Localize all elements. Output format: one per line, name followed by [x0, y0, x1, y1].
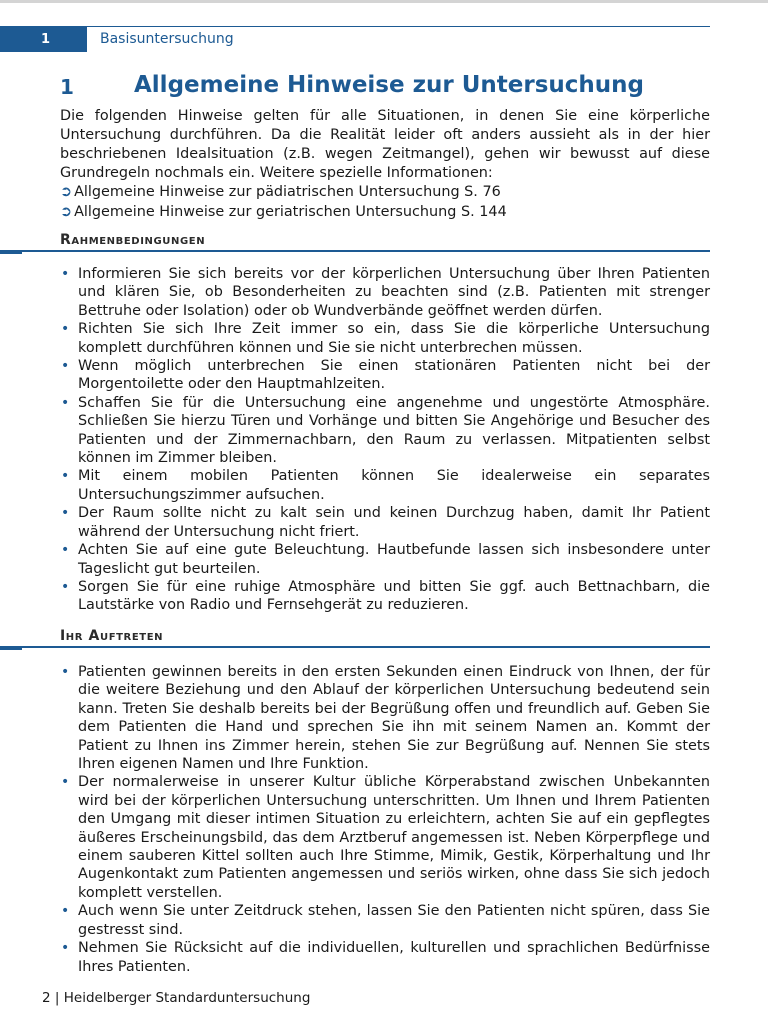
list-item — [60, 541, 710, 578]
list-item-text: Richten Sie sich Ihre Zeit immer so ein, dass Sie die körperliche Untersuchung komplett durchführen können und Sie sie nicht unterbrechen müssen. — [78, 321, 710, 356]
list-item-text: Der normalerweise in unserer Kultur übliche Körperabstand zwischen Unbekannten wird bei der körperlichen Untersuchung unterschritten. Um Ihnen und Ihrem Patienten den Umgang mit dieser intimen Situation zu erleichtern, achten Sie auf ein gepflegtes äußeres Erscheinungsbild, das dem Arztberuf angemessen ist. Neben Körperpflege und einem sauberen Kittel sollten auch Ihre Stimme, Mimik, Gestik, Körperhaltung und Ihr Augenkontakt zum Patienten angemessen und seriös wirken, ohne dass Sie sich jedoch komplett verstellen. — [78, 774, 710, 901]
bullet-icon: • — [61, 394, 70, 411]
list-item — [60, 265, 710, 320]
bullet-icon: • — [61, 505, 70, 522]
intro-paragraph: Die folgenden Hinweise gelten für alle Situationen, in denen Sie eine körperliche Untersuchung durchführen. Da die Realität leider oft anders aussieht als in der hier beschriebenen Idealsituation (z.B. wegen Zeitmangel), gehen wir bewusst auf diese Grundregeln nochmals ein. Weitere spezielle Informationen: — [60, 108, 710, 181]
section-divider — [0, 646, 710, 648]
header-chapter-number: 1 — [0, 27, 87, 52]
bullet-icon: • — [61, 940, 70, 957]
chapter-title: Allgemeine Hinweise zur Untersuchung — [134, 72, 644, 98]
list-item — [60, 467, 710, 504]
cross-reference-text: Allgemeine Hinweise zur pädiatrischen Untersuchung S. 76 — [74, 184, 501, 200]
arrow-right-icon: ➲ — [60, 184, 73, 200]
cross-reference-pediatric[interactable] — [60, 183, 501, 202]
book-title: Heidelberger Standarduntersuchung — [63, 990, 311, 1006]
section-divider-tab — [0, 646, 22, 650]
bullet-icon: • — [61, 542, 70, 559]
running-header — [0, 26, 710, 52]
section-divider — [0, 250, 710, 252]
list-item — [60, 357, 710, 394]
bullet-icon: • — [61, 774, 70, 791]
section-heading-rahmenbedingungen: Rahmenbedingungen — [60, 232, 206, 248]
list-item-text: Schaffen Sie für die Untersuchung eine angenehme und ungestörte Atmosphäre. Schließen Sie hierzu Türen und Vorhänge und bitten Sie Angehörige und Besucher des Patienten und der Zimmernachbarn, den Raum zu verlassen. Mitpatienten selbst können im Zimmer bleiben. — [78, 394, 710, 467]
chapter-number: 1 — [60, 75, 74, 99]
list-item — [60, 394, 710, 468]
list-item — [60, 663, 710, 773]
list-item-text: Informieren Sie sich bereits vor der körperlichen Untersuchung über Ihren Patienten und klären Sie, ob Besonderheiten zu beachten sind (z.B. Patienten mit strenger Bettruhe oder Isolation) oder ob Wundverbände geöffnet werden dürfen. — [78, 266, 710, 319]
list-item — [60, 773, 710, 902]
bullet-list-rahmenbedingungen — [60, 265, 710, 615]
arrow-right-icon: ➲ — [60, 204, 73, 220]
bullet-icon: • — [61, 578, 70, 595]
list-item-text: Der Raum sollte nicht zu kalt sein und keinen Durchzug haben, damit Ihr Patient während der Untersuchung nicht friert. — [78, 505, 710, 540]
bullet-list-ihr-auftreten — [60, 663, 710, 976]
list-item-text: Nehmen Sie Rücksicht auf die individuellen, kulturellen und sprachlichen Bedürfnisse Ihres Patienten. — [78, 940, 710, 975]
top-rule — [0, 0, 768, 3]
list-item — [60, 320, 710, 357]
section-divider-tab — [0, 250, 22, 254]
list-item-text: Achten Sie auf eine gute Beleuchtung. Hautbefunde lassen sich insbesondere unter Tageslicht gut beurteilen. — [78, 542, 710, 577]
footer-separator: | — [54, 990, 60, 1006]
cross-reference-geriatric[interactable] — [60, 203, 507, 222]
bullet-icon: • — [61, 266, 70, 282]
list-item — [60, 939, 710, 976]
bullet-icon: • — [61, 358, 70, 375]
page-number: 2 — [42, 990, 51, 1006]
list-item — [60, 504, 710, 541]
list-item-text: Sorgen Sie für eine ruhige Atmosphäre und bitten Sie ggf. auch Bettnachbarn, die Lautstärke von Radio und Fernsehgerät zu reduzieren. — [78, 578, 710, 614]
list-item-text: Patienten gewinnen bereits in den ersten Sekunden einen Eindruck von Ihnen, der für die weitere Beziehung und den Ablauf der körperlichen Untersuchung bedeutend sein kann. Treten Sie deshalb bereits bei der Begrüßung offen und freundlich auf. Geben Sie dem Patienten die Hand und sprechen Sie ihn mit seinem Namen an. Kommt der Patient zu Ihnen ins Zimmer herein, stehen Sie zur Begrüßung auf. Nennen Sie stets Ihren eigenen Namen und Ihre Funktion. — [78, 664, 710, 773]
list-item — [60, 578, 710, 615]
header-section-title: Basisuntersuchung — [100, 31, 234, 47]
section-heading-ihr-auftreten: Ihr Auftreten — [60, 628, 164, 644]
list-item-text: Mit einem mobilen Patienten können Sie idealerweise ein separates Untersuchungszimmer aufsuchen. — [78, 468, 710, 503]
cross-reference-text: Allgemeine Hinweise zur geriatrischen Untersuchung S. 144 — [74, 204, 507, 220]
list-item-text: Wenn möglich unterbrechen Sie einen stationären Patienten nicht bei der Morgentoilette oder den Hauptmahlzeiten. — [78, 358, 710, 393]
list-item-text: Auch wenn Sie unter Zeitdruck stehen, lassen Sie den Patienten nicht spüren, dass Sie gestresst sind. — [78, 903, 710, 938]
bullet-icon: • — [61, 664, 70, 680]
bullet-icon: • — [61, 321, 70, 338]
bullet-icon: • — [61, 903, 70, 920]
bullet-icon: • — [61, 468, 70, 485]
list-item — [60, 902, 710, 939]
page-footer — [42, 989, 310, 1007]
